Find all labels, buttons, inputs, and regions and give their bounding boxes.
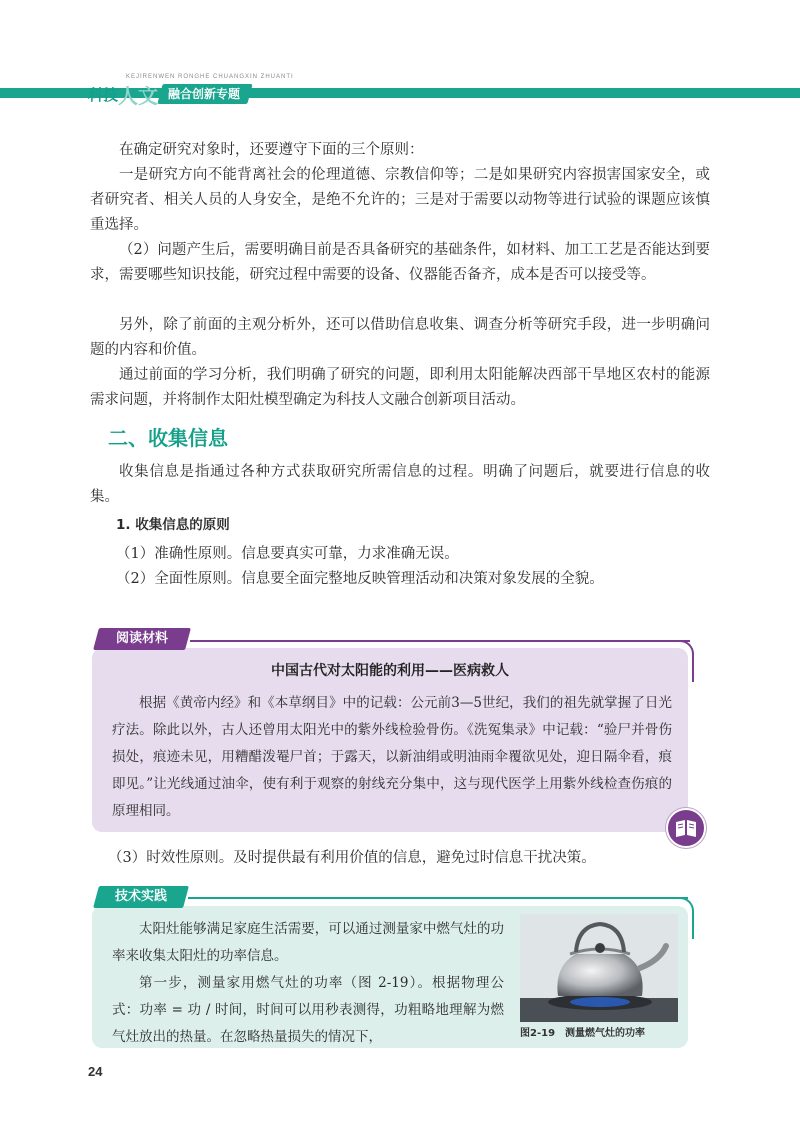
reading-title: 中国古代对太阳能的利用——医病救人	[271, 663, 509, 679]
paragraph-5: 通过前面的学习分析，我们明确了研究的问题，即利用太阳能解决西部干旱地区农村的能源需求问题，并将制作太阳灶模型确定为科技人文融合创新项目活动。	[90, 367, 710, 408]
practice-tab	[93, 886, 189, 908]
figure-caption: 图2-19 测量燃气灶的功率	[520, 1028, 646, 1039]
book-icon	[666, 808, 706, 848]
kettle-photo	[520, 914, 678, 1022]
paragraph-3: （2）问题产生后，需要明确目前是否具备研究的基础条件，如材料、加工工艺是否能达到要求，需要哪些知识技能，研究过程中需要的设备、仪器能否备齐，成本是否可以接受等。	[90, 242, 710, 283]
section-title: 二、收集信息	[108, 426, 228, 450]
header-pinyin: KEJIRENWEN RONGHE CHUANGXIN ZHUANTI	[126, 74, 294, 80]
reading-tab-label: 阅读材料	[115, 631, 168, 646]
principle-2: （2）全面性原则。信息要全面完整地反映管理活动和决策对象发展的全貌。	[116, 571, 604, 587]
header-label-ke: 科技	[88, 86, 119, 104]
paragraph-2: 一是研究方向不能背离社会的伦理道德、宗教信仰等；二是如果研究内容损害国家安全，或者研究者、相关人员的人身安全，是绝不允许的；三是对于需要以动物等进行试验的课题应该慎重选择。	[90, 167, 710, 233]
practice-text-1: 太阳灶能够满足家庭生活需要，可以通过测量家中燃气灶的功率来收集太阳灶的功率信息。	[112, 921, 504, 964]
paragraph-1: 在确定研究对象时，还要遵守下面的三个原则：	[119, 142, 424, 158]
header-tag	[157, 84, 252, 104]
practice-tab-label: 技术实践	[114, 889, 167, 904]
reading-text: 根据《黄帝内经》和《本草纲目》中的记载：公元前3—5世纪，我们的祖先就掌握了日光疗法。除此以外，古人还曾用太阳光中的紫外线检验骨伤。《洗冤集录》中记载：“验尸并骨伤损处，痕迹未见，用糟醋泼罨尸首；于露天，以新油绢或明油雨伞覆欲见处，迎日隔伞看，痕即见。”让光线通过油伞，使有利于观察的射线充分集中，这与现代医学上用紫外线检查伤痕的原理相同。	[112, 695, 672, 819]
header-label-ren: 人文	[118, 84, 158, 108]
practice-text	[112, 916, 504, 1051]
reading-divider	[190, 640, 690, 642]
section-intro: 收集信息是指通过各种方式获取研究所需信息的过程。明确了问题后，就要进行信息的收集。	[90, 464, 710, 505]
principle-3: （3）时效性原则。及时提供最有利用价值的信息，避免过时信息干扰决策。	[108, 850, 596, 866]
paragraph-4: 另外，除了前面的主观分析外，还可以借助信息收集、调查分析等研究手段，进一步明确问题的内容和价值。	[90, 317, 710, 358]
practice-text-2: 第一步，测量家用燃气灶的功率（图 2-19）。根据物理公式：功率 = 功 / 时间，时间可以用秒表测得，功粗略地理解为燃气灶放出的热量。在忽略热量损失的情况下，	[112, 975, 504, 1045]
practice-divider	[188, 897, 688, 899]
practice-corner	[676, 897, 694, 939]
subheading: 1. 收集信息的原则	[116, 517, 230, 533]
header-tag-label: 融合创新专题	[168, 87, 241, 101]
reading-tab	[93, 628, 191, 650]
page-number: 24	[88, 1064, 103, 1079]
principle-1: （1）准确性原则。信息要真实可靠，力求准确无误。	[116, 546, 459, 562]
